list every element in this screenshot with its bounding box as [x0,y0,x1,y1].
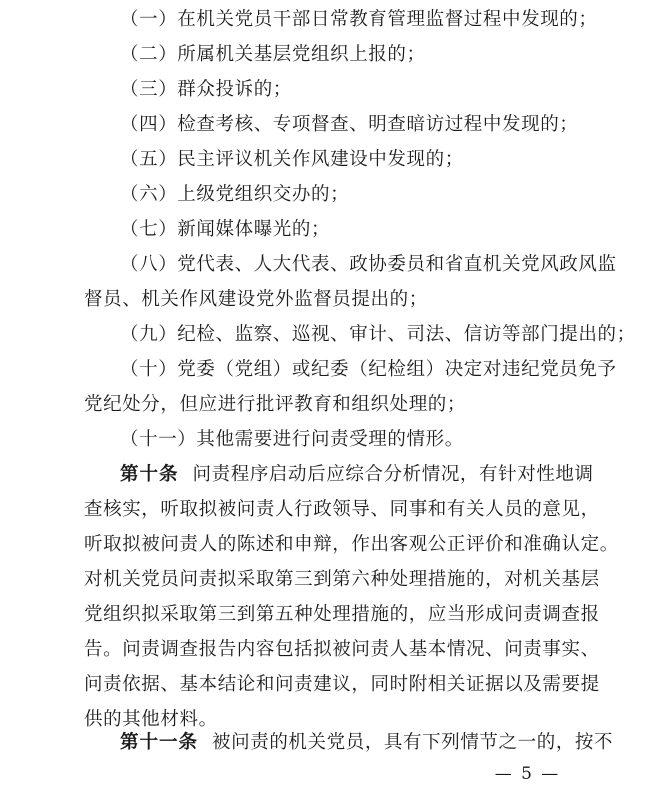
article-10-first-line [120,463,594,487]
article-10-line: 党组织拟采取第三到第五种处理措施的，应当形成问责调查报 [84,604,600,625]
list-item: （十一）其他需要进行问责受理的情形。 [120,429,464,450]
article-11-text: 被问责的机关党员，具有下列情节之一的，按不 [212,732,614,753]
list-item: （四）检查考核、专项督查、明查暗访过程中发现的； [120,114,579,135]
list-item: （十）党委（党组）或纪委（纪检组）决定对违纪党员免予 [120,359,617,380]
list-item-continuation: 督员、机关作风建设党外监督员提出的； [84,289,428,310]
article-10-line: 对机关党员问责拟采取第三到第六种处理措施的，对机关基层 [84,569,600,590]
article-11-number: 第十一条 [120,732,199,753]
list-item: （三）群众投诉的； [120,79,292,100]
article-11-first-line [120,731,614,755]
list-item: （二）所属机关基层党组织上报的； [120,44,426,65]
article-10-line: 告。问责调查报告内容包括拟被问责人基本情况、问责事实、 [84,639,600,660]
article-10-number: 第十条 [120,464,179,485]
list-item: （一）在机关党员干部日常教育管理监督过程中发现的； [120,9,598,30]
article-10-line: 查核实，听取拟被问责人行政领导、同事和有关人员的意见， [84,499,600,520]
list-item: （七）新闻媒体曝光的； [120,219,331,240]
list-item-continuation: 党纪处分，但应进行批评教育和组织处理的； [84,394,467,415]
page-footer [0,764,665,784]
article-10-text: 问责程序启动后应综合分析情况，有针对性地调 [192,464,594,485]
list-item: （六）上级党组织交办的； [120,184,350,205]
article-10-line: 听取拟被问责人的陈述和申辩，作出客观公正评价和准确认定。 [84,534,619,555]
article-10-line: 问责依据、基本结论和问责建议，同时附相关证据以及需要提 [84,674,600,695]
page-number: — 5 — [494,764,561,784]
article-10-line: 供的其他材料。 [84,709,218,730]
list-item: （八）党代表、人大代表、政协委员和省直机关党风政风监 [120,254,617,275]
list-item: （九）纪检、监察、巡视、审计、司法、信访等部门提出的； [120,324,636,345]
list-item: （五）民主评议机关作风建设中发现的； [120,149,464,170]
